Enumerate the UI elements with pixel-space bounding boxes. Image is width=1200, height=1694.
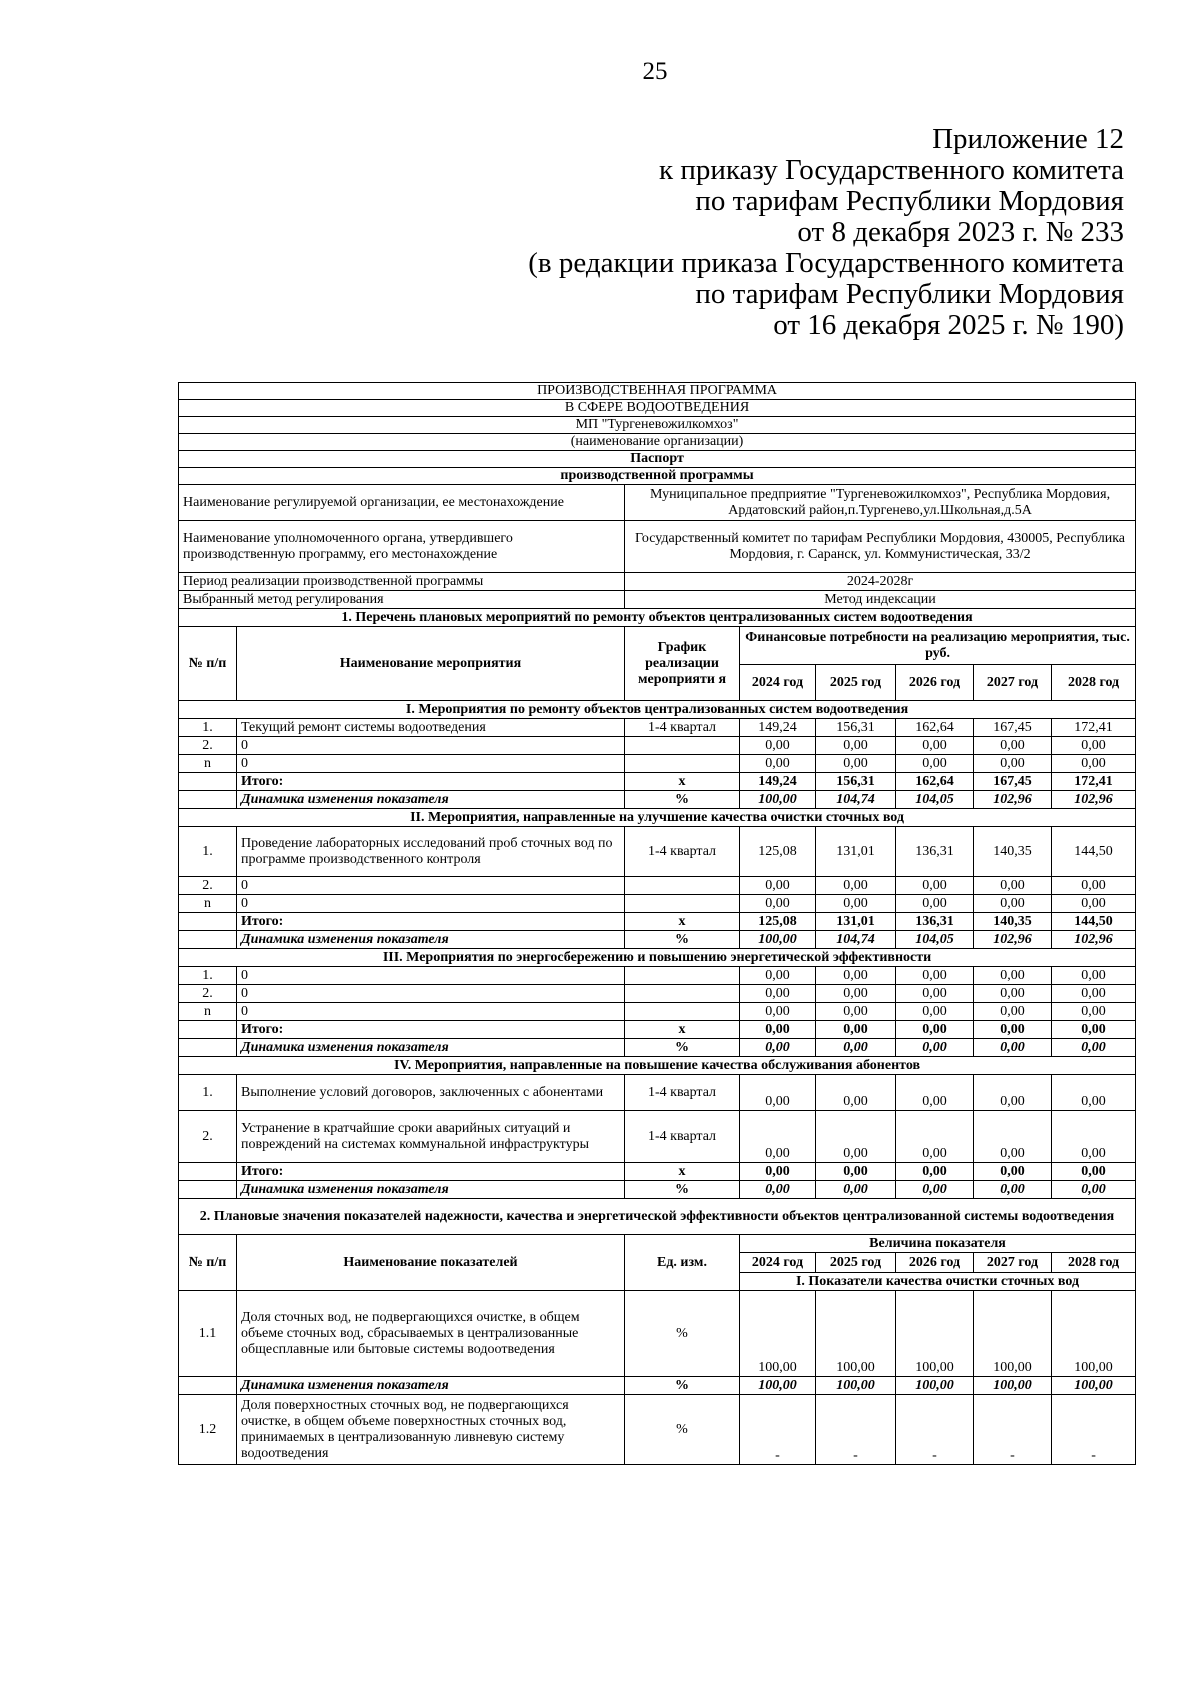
- value-cell: 0,00: [740, 1075, 816, 1111]
- table-row: [179, 609, 1136, 627]
- value-cell: 0,00: [1052, 877, 1136, 895]
- row-schedule: 1-4 квартал: [625, 719, 740, 737]
- row-name: Доля поверхностных сточных вод, не подвергающихся очистке, в общем объеме поверхностных сточных вод, принимаемых в централизованную ливневую систему водоотведения: [237, 1395, 625, 1465]
- dynamics-value: 0,00: [816, 1039, 896, 1057]
- row-name: 0: [237, 755, 625, 773]
- total-value: 0,00: [816, 1021, 896, 1039]
- dynamics-value: 0,00: [974, 1181, 1052, 1199]
- total-value: 0,00: [896, 1163, 974, 1181]
- value-cell: 0,00: [740, 877, 816, 895]
- value-cell: 0,00: [896, 1111, 974, 1163]
- dynamics-value: 100,00: [740, 931, 816, 949]
- row-name: 0: [237, 737, 625, 755]
- value-cell: -: [974, 1395, 1052, 1465]
- total-value: 162,64: [896, 773, 974, 791]
- row-schedule: [625, 877, 740, 895]
- dynamics-value: 102,96: [1052, 791, 1136, 809]
- table-row: [179, 1021, 1136, 1039]
- total-value: 0,00: [740, 1163, 816, 1181]
- value-cell: 0,00: [974, 737, 1052, 755]
- total-unit: x: [625, 1021, 740, 1039]
- year-header-cell: 2027 год: [974, 1253, 1052, 1273]
- value-cell: 0,00: [896, 1003, 974, 1021]
- row-schedule: 1-4 квартал: [625, 1075, 740, 1111]
- value-cell: 0,00: [816, 737, 896, 755]
- total-value: 0,00: [1052, 1021, 1136, 1039]
- dynamics-value: 100,00: [896, 1377, 974, 1395]
- value-cell: 0,00: [740, 737, 816, 755]
- row-number: n: [179, 895, 237, 913]
- table-row: [179, 755, 1136, 773]
- year-header-cell: 2028 год: [1052, 1253, 1136, 1273]
- column-header: Величина показателя: [740, 1235, 1136, 1253]
- row-name: 0: [237, 985, 625, 1003]
- row-unit: %: [625, 1291, 740, 1377]
- year-header-cell: 2027 год: [974, 665, 1052, 701]
- row-schedule: [625, 755, 740, 773]
- empty-cell: [179, 791, 237, 809]
- dynamics-value: 102,96: [974, 931, 1052, 949]
- empty-cell: [179, 1181, 237, 1199]
- value-cell: 0,00: [740, 1111, 816, 1163]
- value-cell: -: [740, 1395, 816, 1465]
- passport-value: Метод индексации: [625, 591, 1136, 609]
- value-cell: 0,00: [1052, 967, 1136, 985]
- dynamics-label: Динамика изменения показателя: [237, 791, 625, 809]
- row-number: 1.: [179, 719, 237, 737]
- total-value: 140,35: [974, 913, 1052, 931]
- dynamics-unit: %: [625, 1377, 740, 1395]
- year-header-cell: 2025 год: [816, 1253, 896, 1273]
- total-unit: x: [625, 773, 740, 791]
- table-row: [179, 434, 1136, 451]
- table-row: [179, 1395, 1136, 1465]
- passport-label: Выбранный метод регулирования: [179, 591, 625, 609]
- value-cell: -: [1052, 1395, 1136, 1465]
- column-header: График реализации мероприяти я: [625, 627, 740, 701]
- total-value: 125,08: [740, 913, 816, 931]
- table-row: [179, 791, 1136, 809]
- empty-cell: [179, 931, 237, 949]
- year-header-cell: 2025 год: [816, 665, 896, 701]
- program-subtitle: В СФЕРЕ ВОДООТВЕДЕНИЯ: [179, 400, 1136, 417]
- appendix-heading: [528, 124, 1124, 341]
- row-schedule: 1-4 квартал: [625, 827, 740, 877]
- value-cell: 167,45: [974, 719, 1052, 737]
- value-cell: 140,35: [974, 827, 1052, 877]
- total-value: 0,00: [816, 1163, 896, 1181]
- year-header-cell: 2026 год: [896, 665, 974, 701]
- table-row: [179, 591, 1136, 609]
- heading-line: Приложение 12: [932, 123, 1124, 155]
- row-name: 0: [237, 895, 625, 913]
- value-cell: 131,01: [816, 827, 896, 877]
- dynamics-value: 104,05: [896, 931, 974, 949]
- total-value: 144,50: [1052, 913, 1136, 931]
- dynamics-unit: %: [625, 1181, 740, 1199]
- value-cell: 0,00: [896, 985, 974, 1003]
- group-title: I. Показатели качества очистки сточных вод: [740, 1273, 1136, 1291]
- row-name: 0: [237, 967, 625, 985]
- total-value: 0,00: [1052, 1163, 1136, 1181]
- dynamics-value: 102,96: [974, 791, 1052, 809]
- row-name: Выполнение условий договоров, заключенных с абонентами: [237, 1075, 625, 1111]
- value-cell: 0,00: [1052, 737, 1136, 755]
- value-cell: 172,41: [1052, 719, 1136, 737]
- row-number: 1.: [179, 1075, 237, 1111]
- table-row: [179, 1039, 1136, 1057]
- value-cell: 0,00: [816, 967, 896, 985]
- value-cell: 0,00: [974, 877, 1052, 895]
- dynamics-value: 104,05: [896, 791, 974, 809]
- dynamics-unit: %: [625, 791, 740, 809]
- value-cell: 0,00: [1052, 1075, 1136, 1111]
- passport-heading: Паспорт: [179, 451, 1136, 468]
- value-cell: 0,00: [974, 895, 1052, 913]
- table-row: [179, 1075, 1136, 1111]
- row-schedule: [625, 967, 740, 985]
- dynamics-unit: %: [625, 1039, 740, 1057]
- row-schedule: 1-4 квартал: [625, 1111, 740, 1163]
- year-header-cell: 2026 год: [896, 1253, 974, 1273]
- group-title: I. Мероприятия по ремонту объектов централизованных систем водоотведения: [179, 701, 1136, 719]
- column-header: № п/п: [179, 627, 237, 701]
- total-unit: x: [625, 1163, 740, 1181]
- dynamics-label: Динамика изменения показателя: [237, 931, 625, 949]
- table-body: [179, 383, 1136, 1465]
- passport-label: Наименование регулируемой организации, ее местонахождение: [179, 485, 625, 521]
- dynamics-label: Динамика изменения показателя: [237, 1039, 625, 1057]
- dynamics-value: 0,00: [740, 1181, 816, 1199]
- table-row: [179, 913, 1136, 931]
- dynamics-value: 0,00: [1052, 1181, 1136, 1199]
- table-row: [179, 827, 1136, 877]
- group-title: III. Мероприятия по энергосбережению и повышению энергетической эффективности: [179, 949, 1136, 967]
- value-cell: 0,00: [974, 1111, 1052, 1163]
- table-row: [179, 573, 1136, 591]
- column-header: Наименование мероприятия: [237, 627, 625, 701]
- dynamics-value: 100,00: [816, 1377, 896, 1395]
- value-cell: 0,00: [1052, 1111, 1136, 1163]
- total-label: Итого:: [237, 1021, 625, 1039]
- row-name: Текущий ремонт системы водоотведения: [237, 719, 625, 737]
- value-cell: 136,31: [896, 827, 974, 877]
- column-header: Ед. изм.: [625, 1235, 740, 1291]
- dynamics-label: Динамика изменения показателя: [237, 1377, 625, 1395]
- value-cell: 100,00: [1052, 1291, 1136, 1377]
- row-name: Устранение в кратчайшие сроки аварийных ситуаций и повреждений на системах коммунальной инфраструктуры: [237, 1111, 625, 1163]
- heading-line: по тарифам Республики Мордовия: [695, 185, 1124, 217]
- column-header: Наименование показателей: [237, 1235, 625, 1291]
- group-title: IV. Мероприятия, направленные на повышение качества обслуживания абонентов: [179, 1057, 1136, 1075]
- empty-cell: [179, 1377, 237, 1395]
- row-unit: %: [625, 1395, 740, 1465]
- total-value: 149,24: [740, 773, 816, 791]
- total-label: Итого:: [237, 913, 625, 931]
- value-cell: 100,00: [896, 1291, 974, 1377]
- table-row: [179, 521, 1136, 573]
- table-row: [179, 468, 1136, 485]
- heading-line: к приказу Государственного комитета: [658, 154, 1124, 186]
- row-number: 2.: [179, 877, 237, 895]
- dynamics-value: 0,00: [740, 1039, 816, 1057]
- passport-value: Государственный комитет по тарифам Республики Мордовия, 430005, Республика Мордовия, г. Саранск, ул. Коммунистическая, 33/2: [625, 521, 1136, 573]
- row-number: 1.: [179, 827, 237, 877]
- value-cell: 0,00: [896, 877, 974, 895]
- year-header-cell: 2024 год: [740, 1253, 816, 1273]
- row-name: 0: [237, 877, 625, 895]
- value-cell: 0,00: [896, 895, 974, 913]
- table-row: [179, 1199, 1136, 1235]
- row-number: 2.: [179, 737, 237, 755]
- empty-cell: [179, 1163, 237, 1181]
- table-row: [179, 400, 1136, 417]
- value-cell: 149,24: [740, 719, 816, 737]
- section-title: 2. Плановые значения показателей надежности, качества и энергетической эффективности объектов централизованной системы водоотведения: [179, 1199, 1136, 1235]
- row-number: 1.: [179, 967, 237, 985]
- value-cell: 0,00: [974, 985, 1052, 1003]
- total-value: 136,31: [896, 913, 974, 931]
- dynamics-unit: %: [625, 931, 740, 949]
- dynamics-value: 100,00: [974, 1377, 1052, 1395]
- row-number: n: [179, 1003, 237, 1021]
- row-number: n: [179, 755, 237, 773]
- value-cell: 0,00: [1052, 985, 1136, 1003]
- table-row: [179, 877, 1136, 895]
- total-value: 156,31: [816, 773, 896, 791]
- passport-subheading: производственной программы: [179, 468, 1136, 485]
- year-header-cell: 2028 год: [1052, 665, 1136, 701]
- organization-caption: (наименование организации): [179, 434, 1136, 451]
- table-row: [179, 627, 1136, 665]
- column-header: № п/п: [179, 1235, 237, 1291]
- total-value: 167,45: [974, 773, 1052, 791]
- value-cell: 0,00: [816, 755, 896, 773]
- value-cell: 0,00: [816, 877, 896, 895]
- table-row: [179, 417, 1136, 434]
- value-cell: -: [896, 1395, 974, 1465]
- dynamics-value: 0,00: [896, 1039, 974, 1057]
- table-row: [179, 1003, 1136, 1021]
- passport-label: Период реализации производственной программы: [179, 573, 625, 591]
- section-title: 1. Перечень плановых мероприятий по ремонту объектов централизованных систем водоотведения: [179, 609, 1136, 627]
- dynamics-value: 0,00: [974, 1039, 1052, 1057]
- table-row: [179, 809, 1136, 827]
- table-row: [179, 719, 1136, 737]
- value-cell: -: [816, 1395, 896, 1465]
- row-number: 1.2: [179, 1395, 237, 1465]
- organization-name: МП "Тургеневожилкомхоз": [179, 417, 1136, 434]
- heading-line: по тарифам Республики Мордовия: [695, 278, 1124, 310]
- passport-label: Наименование уполномоченного органа, утвердившего производственную программу, его местонахождение: [179, 521, 625, 573]
- value-cell: 100,00: [740, 1291, 816, 1377]
- value-cell: 0,00: [896, 1075, 974, 1111]
- table-row: [179, 1163, 1136, 1181]
- table-row: [179, 1235, 1136, 1253]
- empty-cell: [179, 1021, 237, 1039]
- value-cell: 0,00: [974, 755, 1052, 773]
- row-name: Доля сточных вод, не подвергающихся очистке, в общем объеме сточных вод, сбрасываемых в централизованные общесплавные или бытовые системы водоотведения: [237, 1291, 625, 1377]
- heading-line: (в редакции приказа Государственного комитета: [528, 247, 1124, 279]
- value-cell: 0,00: [896, 737, 974, 755]
- value-cell: 0,00: [740, 967, 816, 985]
- value-cell: 0,00: [740, 895, 816, 913]
- value-cell: 0,00: [816, 1111, 896, 1163]
- dynamics-value: 100,00: [740, 791, 816, 809]
- production-program-table: [178, 382, 1136, 1465]
- value-cell: 0,00: [816, 895, 896, 913]
- value-cell: 0,00: [1052, 1003, 1136, 1021]
- table-row: [179, 967, 1136, 985]
- total-value: 172,41: [1052, 773, 1136, 791]
- total-value: 131,01: [816, 913, 896, 931]
- program-title: ПРОИЗВОДСТВЕННАЯ ПРОГРАММА: [179, 383, 1136, 400]
- table-row: [179, 485, 1136, 521]
- value-cell: 156,31: [816, 719, 896, 737]
- value-cell: 0,00: [1052, 755, 1136, 773]
- dynamics-value: 0,00: [1052, 1039, 1136, 1057]
- total-value: 0,00: [896, 1021, 974, 1039]
- dynamics-value: 100,00: [740, 1377, 816, 1395]
- empty-cell: [179, 913, 237, 931]
- row-number: 2.: [179, 985, 237, 1003]
- dynamics-value: 102,96: [1052, 931, 1136, 949]
- value-cell: 125,08: [740, 827, 816, 877]
- table-row: [179, 1181, 1136, 1199]
- value-cell: 0,00: [816, 1075, 896, 1111]
- table-row: [179, 1057, 1136, 1075]
- group-title: II. Мероприятия, направленные на улучшение качества очистки сточных вод: [179, 809, 1136, 827]
- dynamics-value: 0,00: [816, 1181, 896, 1199]
- value-cell: 0,00: [740, 1003, 816, 1021]
- value-cell: 0,00: [896, 755, 974, 773]
- empty-cell: [179, 773, 237, 791]
- dynamics-value: 0,00: [896, 1181, 974, 1199]
- dynamics-value: 100,00: [1052, 1377, 1136, 1395]
- heading-line: от 8 декабря 2023 г. № 233: [797, 216, 1124, 248]
- table-row: [179, 949, 1136, 967]
- value-cell: 0,00: [816, 985, 896, 1003]
- empty-cell: [179, 1039, 237, 1057]
- value-cell: 0,00: [896, 967, 974, 985]
- dynamics-label: Динамика изменения показателя: [237, 1181, 625, 1199]
- passport-value: Муниципальное предприятие "Тургеневожилкомхоз", Республика Мордовия, Ардатовский район,п.Тургенево,ул.Школьная,д.5А: [625, 485, 1136, 521]
- table-row: [179, 1291, 1136, 1377]
- row-name: Проведение лабораторных исследований проб сточных вод по программе производственного контроля: [237, 827, 625, 877]
- table-row: [179, 701, 1136, 719]
- dynamics-value: 104,74: [816, 791, 896, 809]
- value-cell: 0,00: [974, 1003, 1052, 1021]
- table-row: [179, 895, 1136, 913]
- passport-value: 2024-2028г: [625, 573, 1136, 591]
- table-row: [179, 773, 1136, 791]
- value-cell: 100,00: [974, 1291, 1052, 1377]
- row-schedule: [625, 985, 740, 1003]
- table-row: [179, 451, 1136, 468]
- total-label: Итого:: [237, 773, 625, 791]
- total-value: 0,00: [974, 1163, 1052, 1181]
- row-schedule: [625, 1003, 740, 1021]
- row-number: 1.1: [179, 1291, 237, 1377]
- table-row: [179, 1377, 1136, 1395]
- year-header-cell: 2024 год: [740, 665, 816, 701]
- value-cell: 0,00: [740, 985, 816, 1003]
- value-cell: 0,00: [740, 755, 816, 773]
- row-name: 0: [237, 1003, 625, 1021]
- dynamics-value: 104,74: [816, 931, 896, 949]
- value-cell: 0,00: [974, 967, 1052, 985]
- value-cell: 100,00: [816, 1291, 896, 1377]
- page-number: 25: [642, 58, 668, 85]
- row-schedule: [625, 895, 740, 913]
- total-value: 0,00: [740, 1021, 816, 1039]
- table-row: [179, 383, 1136, 400]
- total-value: 0,00: [974, 1021, 1052, 1039]
- table-row: [179, 1111, 1136, 1163]
- total-label: Итого:: [237, 1163, 625, 1181]
- table-row: [179, 931, 1136, 949]
- row-schedule: [625, 737, 740, 755]
- value-cell: 0,00: [1052, 895, 1136, 913]
- table-row: [179, 985, 1136, 1003]
- value-cell: 144,50: [1052, 827, 1136, 877]
- total-unit: x: [625, 913, 740, 931]
- heading-line: от 16 декабря 2025 г. № 190): [773, 309, 1124, 341]
- row-number: 2.: [179, 1111, 237, 1163]
- column-header: Финансовые потребности на реализацию мероприятия, тыс. руб.: [740, 627, 1136, 665]
- value-cell: 0,00: [816, 1003, 896, 1021]
- value-cell: 0,00: [974, 1075, 1052, 1111]
- value-cell: 162,64: [896, 719, 974, 737]
- table-row: [179, 737, 1136, 755]
